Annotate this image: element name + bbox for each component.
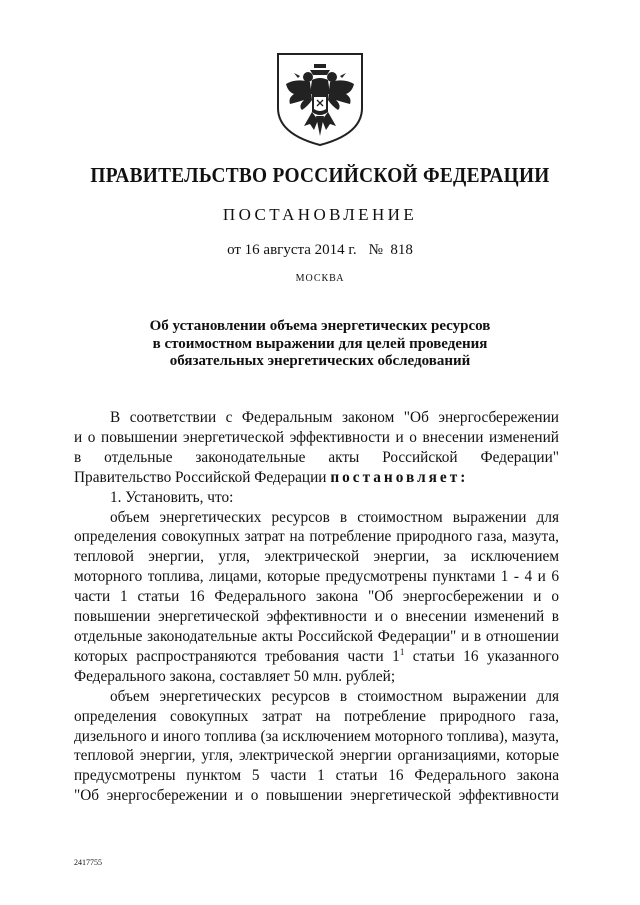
body-line: 1. Установить, что: <box>110 488 234 506</box>
document-number: 818 <box>390 242 413 258</box>
body-line: В соответствии с Федеральным законом "Об энергосбережении <box>110 409 559 426</box>
body-line: отдельные законодательные акты Российской Федерации" и в отношении <box>74 627 559 645</box>
heading-line: Об установлении объема энергетических ресурсов <box>149 318 491 334</box>
body-line <box>74 647 559 667</box>
body-line: определения совокупных затрат на потребление природного газа, <box>74 707 559 725</box>
body-text: статьи 16 указанного <box>404 647 559 665</box>
document-heading <box>0 318 640 371</box>
body-line: дизельного и иного топлива (за исключением моторного топлива), мазута, <box>74 727 559 745</box>
number-label: № <box>368 242 383 258</box>
body-line: и о повышении энергетической эффективности и о внесении изменений <box>74 428 559 446</box>
coat-of-arms-emblem <box>274 50 366 148</box>
government-title: ПРАВИТЕЛЬСТВО РОССИЙСКОЙ ФЕДЕРАЦИИ <box>90 163 550 187</box>
body-line: тепловой энергии, угля, электрической энергии, за исключением <box>74 548 559 566</box>
document-type: ПОСТАНОВЛЕНИЕ <box>222 205 418 224</box>
heading-line: в стоимостном выражении для целей проведения <box>152 335 488 352</box>
body-line: "Об энергосбережении и о повышении энергетической эффективности <box>74 787 559 805</box>
document-body <box>74 408 559 806</box>
body-line: моторного топлива, лицами, которые предусмотрены пунктами 1 - 4 и 6 <box>74 568 559 586</box>
document-id: 2417755 <box>74 858 102 867</box>
body-line: тепловой энергии, угля, электрической энергии организациями, которые <box>74 747 559 765</box>
decree-prefix: Правительство Российской Федерации <box>74 468 327 486</box>
body-line: Федерального закона, составляет 50 млн. рублей; <box>74 667 396 685</box>
city: МОСКВА <box>295 273 345 284</box>
body-line: повышении энергетической эффективности и о внесении изменений в <box>74 608 559 626</box>
body-line: объем энергетических ресурсов в стоимостном выражении для <box>110 687 559 705</box>
date-number-line <box>0 242 640 259</box>
body-line: объем энергетических ресурсов в стоимостном выражении для <box>110 508 559 526</box>
body-line <box>74 468 559 488</box>
heading-line: обязательных энергетических обследований <box>169 353 471 369</box>
body-line: в отдельные законодательные акты Российской Федерации" <box>74 448 559 466</box>
document-date: от 16 августа 2014 г. <box>227 242 357 258</box>
body-line: предусмотрены пунктом 5 части 1 статьи 16 Федерального закона <box>74 767 559 785</box>
body-line: определения совокупных затрат на потребление природного газа, мазута, <box>74 528 559 546</box>
superscript: 1 <box>399 646 405 657</box>
decree-word: постановляет: <box>330 468 469 486</box>
body-line: части 1 статьи 16 Федерального закона "Об энергосбережении и о <box>74 588 559 606</box>
body-text: которых распространяются требования части 1 <box>74 647 400 665</box>
